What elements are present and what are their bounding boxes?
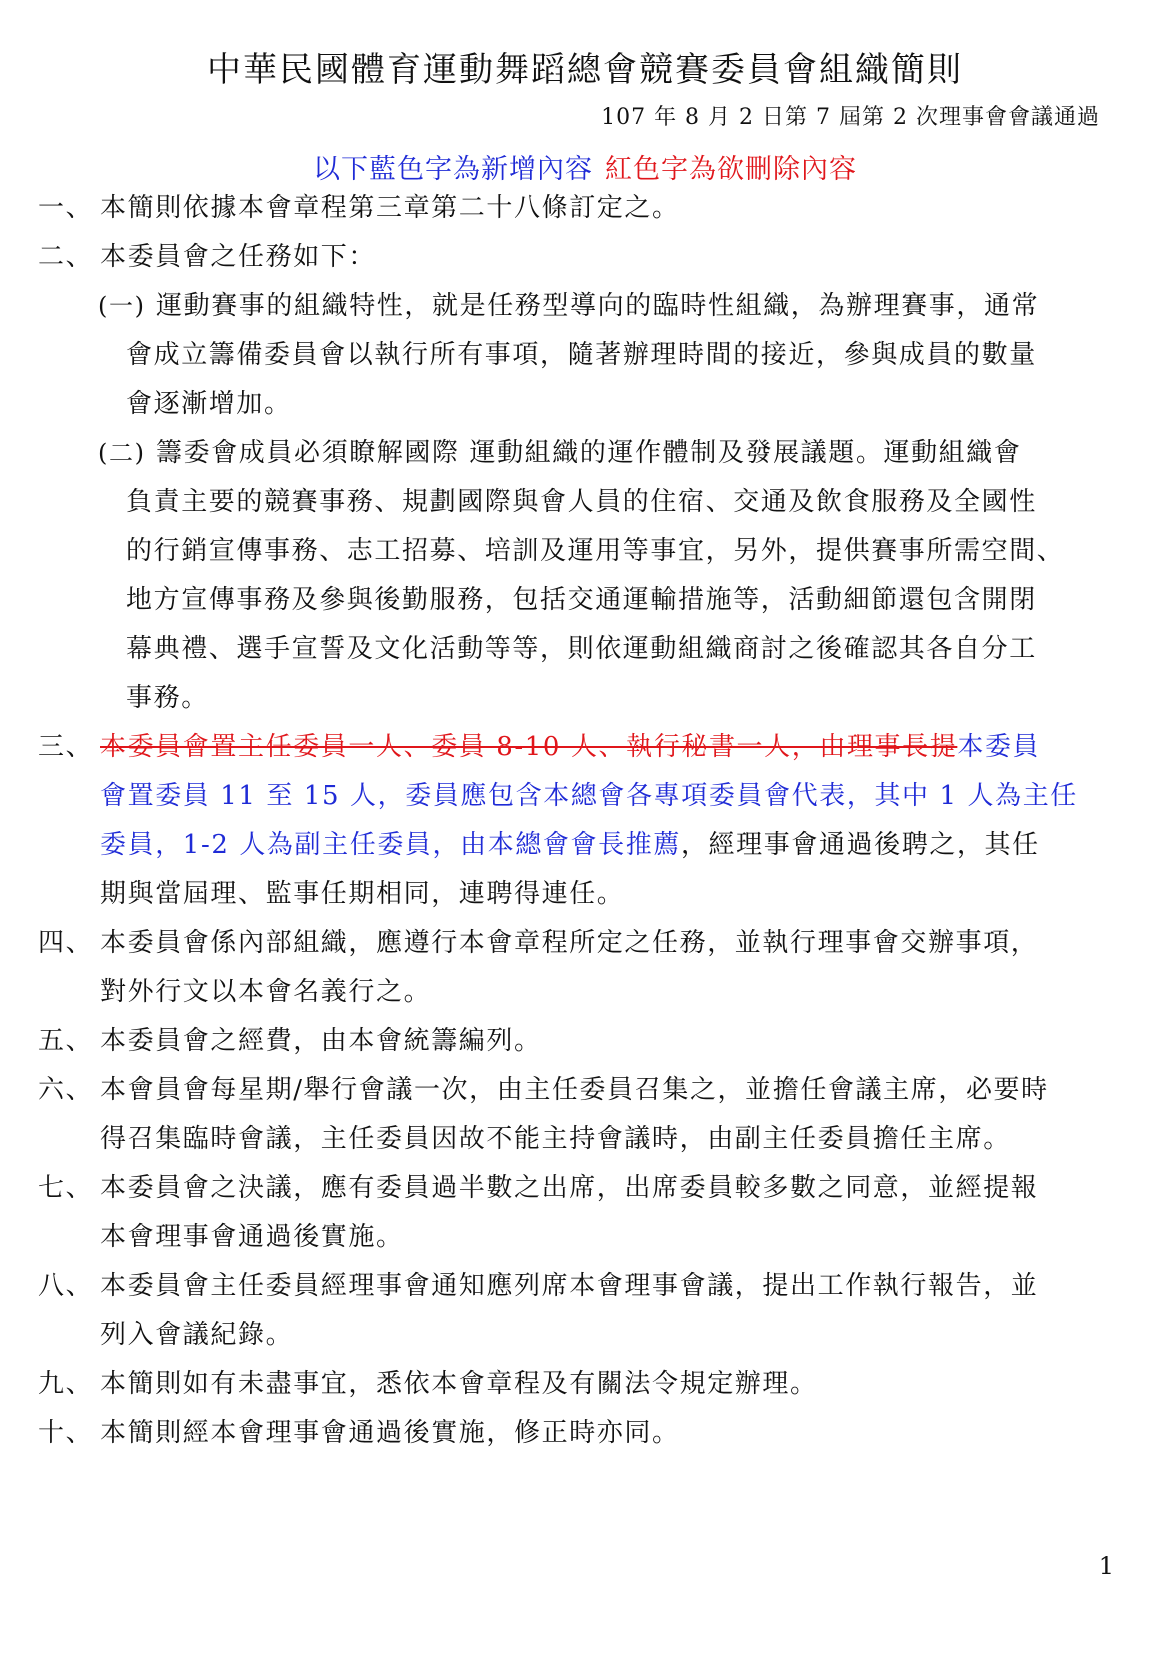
article-text: 本簡則如有未盡事宜，悉依本會章程及有關法令規定辦理。 — [100, 1369, 818, 1399]
article-3 — [38, 723, 1040, 772]
article-text: 列入會議紀錄。 — [100, 1320, 294, 1350]
article-4 — [38, 919, 1038, 968]
article-text: 本委員會之任務如下： — [100, 242, 377, 272]
article-number: 一、 — [38, 193, 94, 223]
item-text-line: 事務。 — [126, 683, 209, 713]
article-text: 對外行文以本會名義行之。 — [100, 977, 432, 1007]
article-number: 八、 — [38, 1271, 94, 1301]
article-2-item-1 — [98, 282, 1039, 331]
article-number: 三、 — [38, 732, 94, 762]
article-text: 本會員會每星期/舉行會議一次，由主任委員召集之，並擔任會議主席，必要時 — [100, 1075, 1049, 1105]
article-text: 本委員會之經費，由本會統籌編列。 — [100, 1026, 542, 1056]
article-number: 十、 — [38, 1418, 94, 1448]
item-number: (一) — [98, 292, 146, 320]
item-text-line: 籌委會成員必須瞭解國際 運動組織的運作體制及發展議題。運動組織會 — [156, 438, 1022, 468]
article-5 — [38, 1017, 542, 1066]
article-text: 本簡則依據本會章程第三章第二十八條訂定之。 — [100, 193, 680, 223]
item-number: (二) — [98, 439, 146, 467]
article-text: ，經理事會通過後聘之，其任 — [680, 830, 1040, 860]
article-number: 四、 — [38, 928, 94, 958]
article-number: 九、 — [38, 1369, 94, 1399]
article-number: 七、 — [38, 1173, 94, 1203]
article-10 — [38, 1409, 680, 1458]
item-text-line: 幕典禮、選手宣誓及文化活動等等，則依運動組織商討之後確認其各自分工 — [126, 634, 1037, 664]
article-3-line-3 — [100, 821, 1040, 870]
article-text: 本委員會主任委員經理事會通知應列席本會理事會議，提出工作執行報告，並 — [100, 1271, 1039, 1301]
item-text-line: 地方宣傳事務及參與後勤服務，包括交通運輸措施等，活動細節還包含開閉 — [126, 585, 1037, 615]
article-text: 期與當屆理、監事任期相同，連聘得連任。 — [100, 879, 625, 909]
item-text-line: 的行銷宣傳事務、志工招募、培訓及運用等事宜，另外，提供賽事所需空間、 — [126, 536, 1065, 566]
article-9 — [38, 1360, 818, 1409]
article-text: 本簡則經本會理事會通過後實施，修正時亦同。 — [100, 1418, 680, 1448]
article-number: 二、 — [38, 242, 94, 272]
article-7 — [38, 1164, 1038, 1213]
legend-deleted: 紅色字為欲刪除內容 — [605, 154, 857, 185]
added-text: 委員，1-2 人為副主任委員，由本總會會長推薦 — [100, 830, 681, 860]
article-text: 本會理事會通過後實施。 — [100, 1222, 404, 1252]
legend-added: 以下藍色字為新增內容 — [313, 154, 593, 185]
article-2 — [38, 233, 376, 282]
item-text-line: 運動賽事的組織特性，就是任務型導向的臨時性組織，為辦理賽事，通常 — [156, 291, 1040, 321]
item-text-line: 負責主要的競賽事務、規劃國際與會人員的住宿、交通及飲食服務及全國性 — [126, 487, 1037, 517]
article-1 — [38, 184, 680, 233]
article-text: 本委員會係內部組織，應遵行本會章程所定之任務，並執行理事會交辦事項， — [100, 928, 1039, 958]
added-text: 本委員 — [957, 732, 1041, 762]
article-number: 六、 — [38, 1075, 94, 1105]
article-8 — [38, 1262, 1038, 1311]
article-6 — [38, 1066, 1049, 1115]
added-text: 會置委員 11 至 15 人，委員應包含本總會各專項委員會代表，其中 1 人為主任 — [100, 781, 1078, 811]
document-title: 中華民國體育運動舞蹈總會競賽委員會組織簡則 — [207, 50, 963, 90]
deleted-text: 本委員會置主任委員一人、委員 8-10 人、執行秘書一人，由理事長提 — [100, 732, 958, 762]
item-text-line: 會成立籌備委員會以執行所有事項，隨著辦理時間的接近，參與成員的數量 — [126, 340, 1037, 370]
article-text: 本委員會之決議，應有委員過半數之出席，出席委員較多數之同意，並經提報 — [100, 1173, 1039, 1203]
article-number: 五、 — [38, 1026, 94, 1056]
approval-note: 107 年 8 月 2 日第 7 屆第 2 次理事會會議通過 — [601, 105, 1100, 130]
page-number: 1 — [1098, 1552, 1114, 1580]
item-text-line: 會逐漸增加。 — [126, 389, 292, 419]
article-2-item-2 — [98, 429, 1021, 478]
article-text: 得召集臨時會議，主任委員因故不能主持會議時，由副主任委員擔任主席。 — [100, 1124, 1011, 1154]
